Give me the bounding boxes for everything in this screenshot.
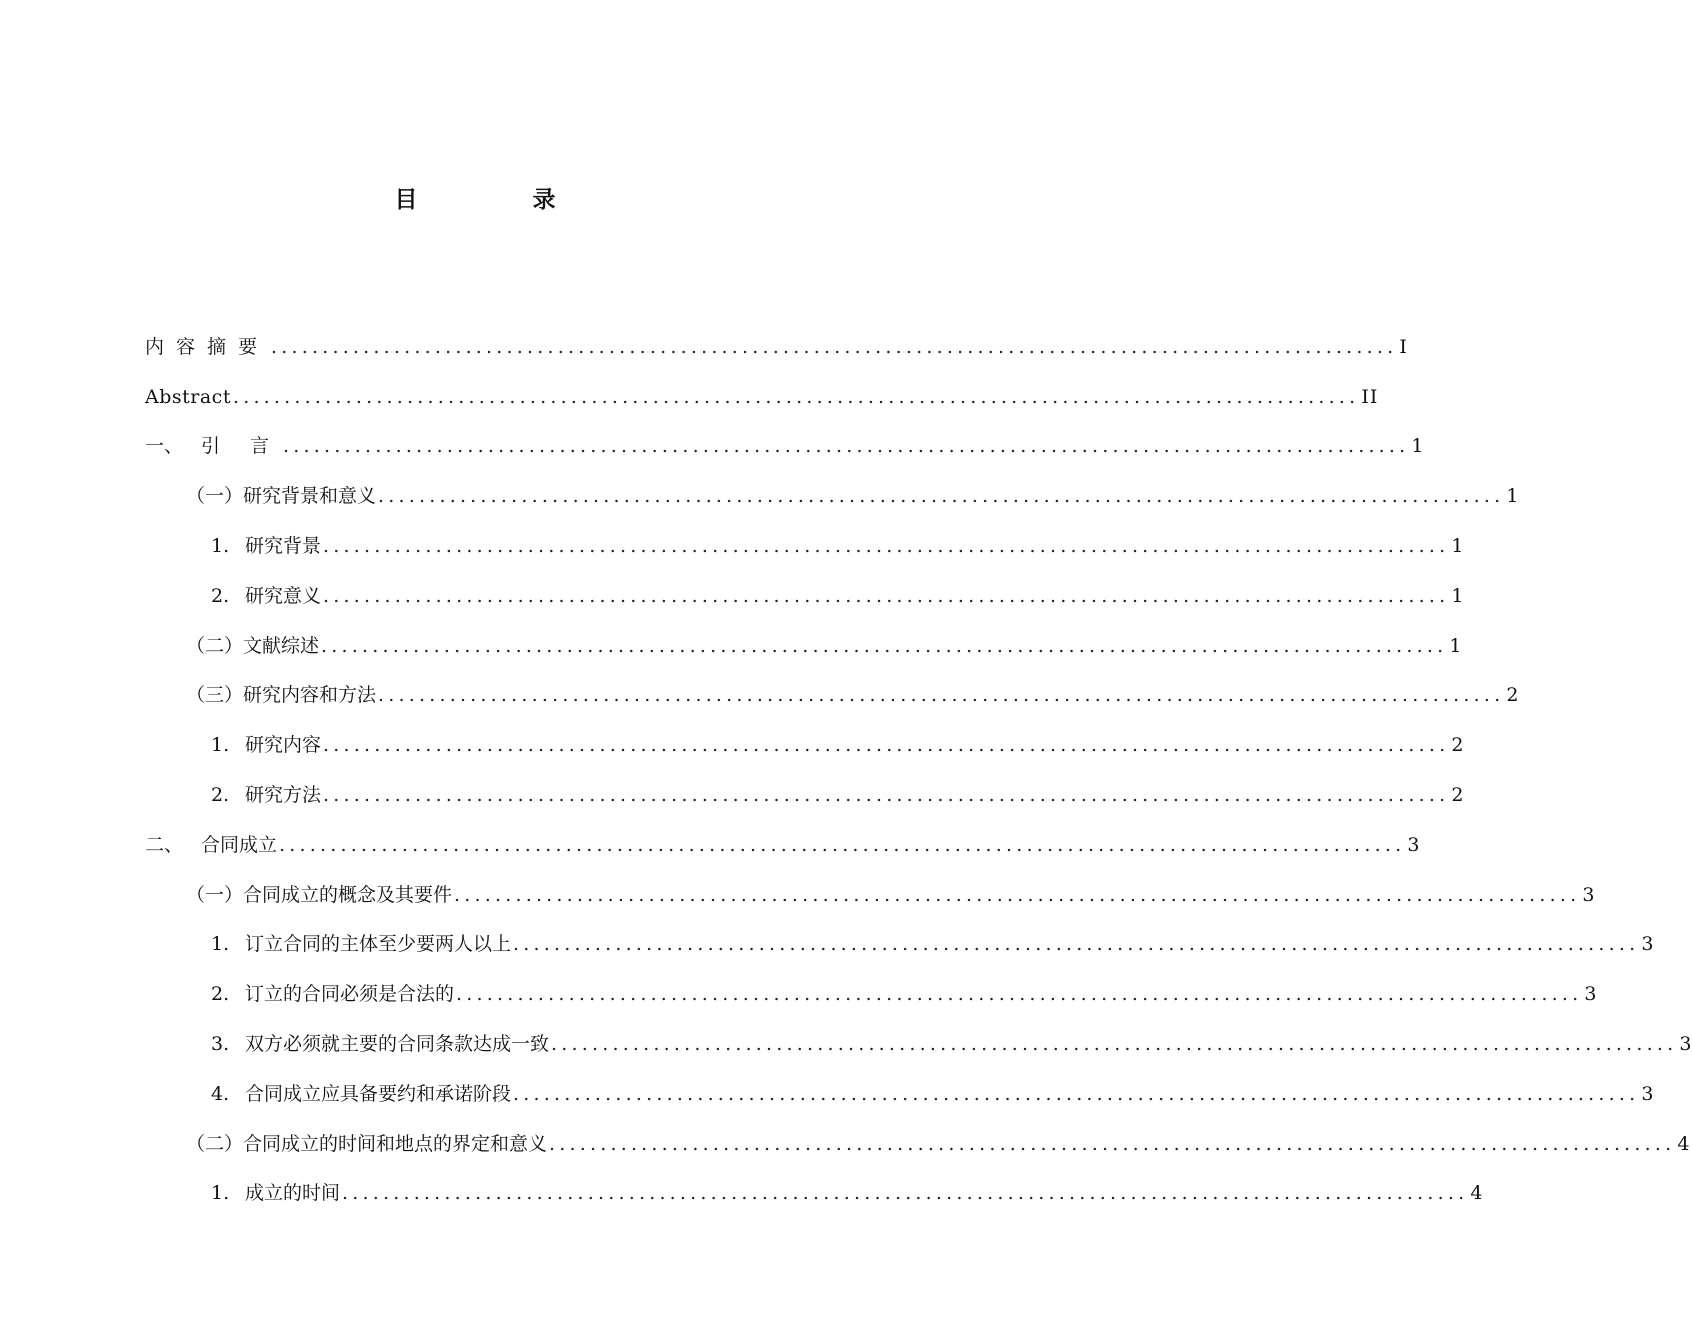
toc-entry-number: （一）	[186, 485, 244, 508]
toc-page-number: 3	[1679, 1032, 1692, 1055]
toc-leader-dots: ..............................................................................................................	[271, 335, 1398, 358]
toc-leader-dots: ..............................................................................................................	[513, 1082, 1640, 1105]
toc-entry-number: 3.	[211, 1032, 230, 1055]
toc-entry-item-2-1-3[interactable]	[145, 1031, 1692, 1081]
toc-entry-text: 双方必须就主要的合同条款达成一致	[245, 1032, 550, 1055]
toc-leader-dots: ..............................................................................................................	[378, 485, 1505, 508]
toc-page-number: 3	[1641, 933, 1655, 956]
toc-page-number: 4	[1677, 1132, 1691, 1155]
toc-entry-number: （一）	[186, 883, 244, 906]
toc-entry-text: 内容摘要	[145, 335, 270, 358]
toc-entry-text: 合同成立的时间和地点的界定和意义	[243, 1132, 548, 1155]
toc-entry-abstract-cn[interactable]	[145, 334, 1408, 384]
toc-entry-text: 合同成立	[201, 833, 278, 856]
toc-entry-number: 2.	[211, 584, 230, 607]
toc-page-number: 1	[1411, 435, 1425, 458]
toc-entry-text: 合同成立应具备要约和承诺阶段	[245, 1082, 512, 1105]
toc-entry-number: 2.	[211, 983, 230, 1006]
toc-entry-section-1-3[interactable]	[145, 683, 1520, 733]
toc-entry-item-1-3-1[interactable]	[145, 732, 1465, 782]
toc-page-number: II	[1361, 385, 1379, 408]
toc-leader-dots: ..............................................................................................................	[232, 385, 1360, 408]
toc-leader-dots: ..............................................................................................................	[321, 634, 1448, 657]
toc-entry-chapter-1[interactable]	[145, 434, 1425, 484]
toc-entry-item-2-1-4[interactable]	[145, 1081, 1655, 1131]
toc-entry-number: 一、	[145, 435, 184, 458]
toc-leader-dots: ..............................................................................................................	[378, 684, 1505, 707]
toc-entry-item-1-3-2[interactable]	[145, 782, 1465, 832]
toc-entry-number: （二）	[186, 1132, 244, 1155]
toc-page-number: 1	[1451, 584, 1465, 607]
toc-page-number: 1	[1506, 485, 1520, 508]
toc-leader-dots: ..............................................................................................................	[279, 833, 1406, 856]
toc-entry-number: 2.	[211, 783, 230, 806]
toc-page-number: 2	[1451, 783, 1465, 806]
toc-entry-item-2-1-2[interactable]	[145, 981, 1598, 1031]
toc-page-number: 3	[1641, 1082, 1655, 1105]
toc-entry-text: 研究内容	[245, 734, 322, 757]
toc-entry-number: 二、	[145, 833, 184, 856]
toc-entry-number: （二）	[186, 634, 244, 657]
toc-entry-text: 文献综述	[243, 634, 320, 657]
toc-entry-section-2-2[interactable]	[145, 1131, 1691, 1181]
toc-leader-dots: ..............................................................................................................	[323, 534, 1450, 557]
toc-entry-number: 1.	[211, 1182, 230, 1205]
toc-leader-dots: ..............................................................................................................	[323, 734, 1450, 757]
toc-page-number: 4	[1470, 1182, 1484, 1205]
toc-leader-dots: ..............................................................................................................	[454, 883, 1581, 906]
toc-page-number: 1	[1451, 534, 1465, 557]
toc-leader-dots: ..............................................................................................................	[456, 983, 1583, 1006]
toc-entry-text: 研究意义	[245, 584, 322, 607]
toc-page-number: 2	[1506, 684, 1520, 707]
toc-entry-text: Abstract	[145, 385, 231, 408]
toc-entry-number: 1.	[211, 933, 230, 956]
toc-page-number: I	[1399, 335, 1408, 358]
toc-entry-item-2-1-1[interactable]	[145, 932, 1655, 982]
toc-leader-dots: ..............................................................................................................	[549, 1132, 1676, 1155]
table-of-contents	[145, 334, 1692, 1230]
toc-page-number: 1	[1449, 634, 1463, 657]
toc-entry-section-1-2[interactable]	[145, 633, 1463, 683]
toc-entry-section-1-1[interactable]	[145, 483, 1520, 533]
toc-entry-section-2-1[interactable]	[145, 882, 1596, 932]
toc-entry-number: （三）	[186, 684, 244, 707]
toc-page-number: 3	[1407, 833, 1421, 856]
toc-entry-item-1-1-1[interactable]	[145, 533, 1465, 583]
toc-entry-item-1-1-2[interactable]	[145, 583, 1465, 633]
toc-entry-text: 订立合同的主体至少要两人以上	[245, 933, 512, 956]
toc-entry-number: 1.	[211, 734, 230, 757]
toc-entry-text: 成立的时间	[245, 1182, 341, 1205]
toc-leader-dots: ..............................................................................................................	[551, 1032, 1678, 1055]
toc-entry-text: 研究内容和方法	[243, 684, 377, 707]
toc-entry-chapter-2[interactable]	[145, 832, 1421, 882]
toc-entry-text: 研究背景	[245, 534, 322, 557]
toc-leader-dots: ..............................................................................................................	[283, 435, 1410, 458]
toc-entry-item-2-2-1[interactable]	[145, 1181, 1484, 1231]
toc-page-number: 3	[1584, 983, 1598, 1006]
toc-leader-dots: ..............................................................................................................	[323, 584, 1450, 607]
toc-entry-text: 研究方法	[245, 783, 322, 806]
toc-leader-dots: ..............................................................................................................	[342, 1182, 1469, 1205]
toc-entry-text: 订立的合同必须是合法的	[245, 983, 455, 1006]
toc-page-number: 3	[1582, 883, 1596, 906]
toc-entry-text: 合同成立的概念及其要件	[243, 883, 453, 906]
toc-entry-abstract-en[interactable]	[145, 384, 1379, 434]
toc-entry-text: 引 言	[201, 435, 282, 458]
toc-entry-number: 1.	[211, 534, 230, 557]
toc-title: 目 录	[394, 187, 602, 213]
toc-page-number: 2	[1451, 734, 1465, 757]
toc-leader-dots: ..............................................................................................................	[323, 783, 1450, 806]
toc-leader-dots: ..............................................................................................................	[513, 933, 1640, 956]
toc-entry-number: 4.	[211, 1082, 230, 1105]
toc-entry-text: 研究背景和意义	[243, 485, 377, 508]
